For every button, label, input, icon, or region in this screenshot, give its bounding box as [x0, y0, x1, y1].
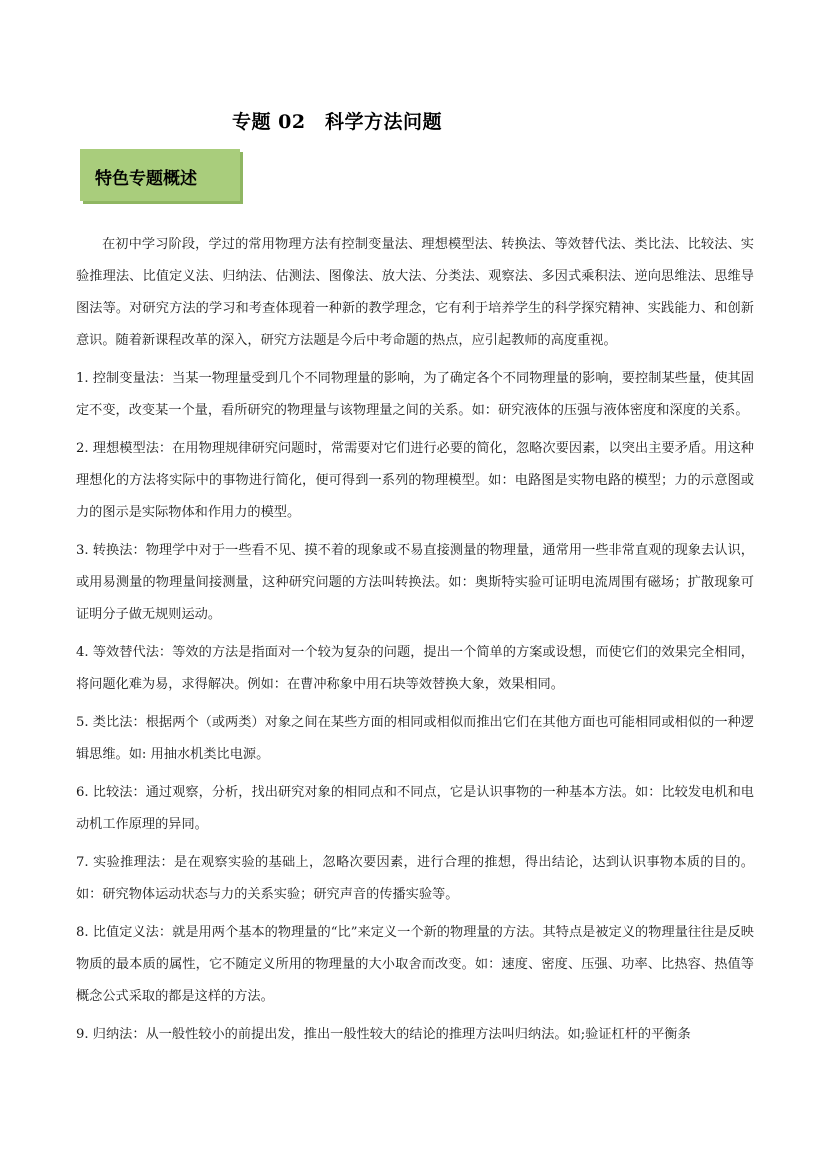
method-item-1: 1. 控制变量法：当某一物理量受到几个不同物理量的影响，为了确定各个不同物理量的影响，要控制某些量，使其固定不变，改变某一个量，看所研究的物理量与该物理量之间的关系。如：研究液体的压强与液体密度和深度的关系。	[76, 371, 754, 418]
method-item-6: 6. 比较法：通过观察，分析，找出研究对象的相同点和不同点，它是认识事物的一种基本方法。如：比较发电机和电动机工作原理的异同。	[76, 785, 754, 832]
method-item-5: 5. 类比法：根据两个（或两类）对象之间在某些方面的相同或相似而推出它们在其他方面也可能相同或相似的一种逻辑思维。如: 用抽水机类比电源。	[76, 715, 754, 762]
document-body	[76, 229, 754, 1051]
method-item-4: 4. 等效替代法：等效的方法是指面对一个较为复杂的问题，提出一个简单的方案或设想，而使它们的效果完全相同，将问题化难为易，求得解决。例如：在曹冲称象中用石块等效替换大象，效果相同。	[76, 645, 754, 692]
method-item-7: 7. 实验推理法：是在观察实验的基础上，忽略次要因素，进行合理的推想，得出结论，达到认识事物本质的目的。如：研究物体运动状态与力的关系实验；研究声音的传播实验等。	[76, 855, 754, 902]
section-heading: 特色专题概述	[95, 169, 197, 189]
method-item-9: 9. 归纳法：从一般性较小的前提出发，推出一般性较大的结论的推理方法叫归纳法。如;验证杠杆的平衡条	[76, 1027, 691, 1042]
page-title: 专题 02 科学方法问题	[232, 111, 443, 133]
method-item-3: 3. 转换法：物理学中对于一些看不见、摸不着的现象或不易直接测量的物理量，通常用一些非常直观的现象去认识，或用易测量的物理量间接测量，这种研究问题的方法叫转换法。如：奥斯特实验可证明电流周围有磁场；扩散现象可证明分子做无规则运动。	[76, 543, 754, 622]
intro-paragraph: 在初中学习阶段，学过的常用物理方法有控制变量法、理想模型法、转换法、等效替代法、类比法、比较法、实验推理法、比值定义法、归纳法、估测法、图像法、放大法、分类法、观察法、多因式乘积法、逆向思维法、思维导图法等。对研究方法的学习和考查体现着一种新的教学理念，它有利于培养学生的科学探究精神、实践能力、和创新意识。随着新课程改革的深入，研究方法题是今后中考命题的热点，应引起教师的高度重视。	[76, 237, 754, 348]
method-item-2: 2. 理想模型法：在用物理规律研究问题时，常需要对它们进行必要的简化，忽略次要因素，以突出主要矛盾。用这种理想化的方法将实际中的事物进行简化，便可得到一系列的物理模型。如：电路图是实物电路的模型；力的示意图或力的图示是实际物体和作用力的模型。	[76, 441, 754, 520]
method-item-8: 8. 比值定义法：就是用两个基本的物理量的“比”来定义一个新的物理量的方法。其特点是被定义的物理量往往是反映物质的最本质的属性，它不随定义所用的物理量的大小取舍而改变。如：速度、密度、压强、功率、比热容、热值等概念公式采取的都是这样的方法。	[76, 925, 754, 1004]
